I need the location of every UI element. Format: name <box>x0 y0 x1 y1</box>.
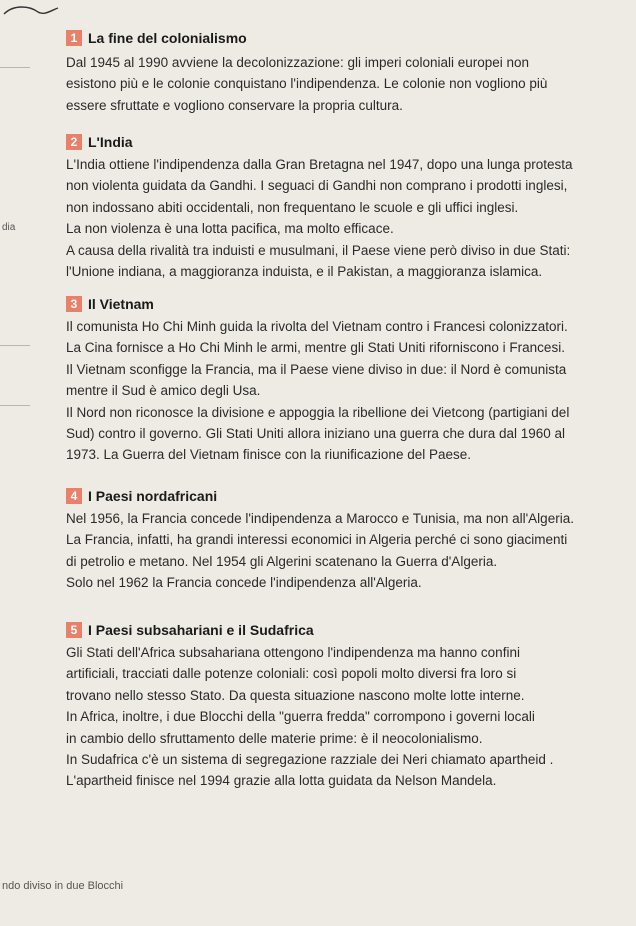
section-title: La fine del colonialismo <box>88 30 247 46</box>
text-line: L'India ottiene l'indipendenza dalla Gran Bretagna nel 1947, dopo una lunga protesta <box>66 157 573 172</box>
text-line: mentre il Sud è amico degli Usa. <box>66 383 261 399</box>
text-line: In Africa, inoltre, i due Blocchi della "guerra fredda" corrompono i governi locali <box>66 709 535 725</box>
section-header <box>66 622 630 638</box>
section-title: I Paesi nordafricani <box>88 488 218 504</box>
text-line: esistono più e le colonie conquistano l'indipendenza. Le colonie non vogliono più <box>66 76 548 92</box>
section-title: I Paesi subsahariani e il Sudafrica <box>88 622 314 638</box>
text-line: L'apartheid finisce nel 1994 grazie alla lotta guidata da Nelson Mandela. <box>66 773 497 789</box>
section-body <box>66 52 630 116</box>
section-header <box>66 488 630 504</box>
section-number-badge: 4 <box>66 488 82 504</box>
text-line: Gli Stati dell'Africa subsahariana ottengono l'indipendenza ma hanno confini <box>66 645 520 660</box>
section-header <box>66 30 630 46</box>
text-line: Sud) contro il governo. Gli Stati Uniti allora iniziano una guerra che dura dal 1960 al <box>66 426 566 442</box>
margin-rule <box>0 345 30 346</box>
section-number-badge: 3 <box>66 296 82 312</box>
text-line: Solo nel 1962 la Francia concede l'indipendenza all'Algeria. <box>66 575 422 591</box>
section-title: L'India <box>88 134 133 150</box>
text-line: In Sudafrica c'è un sistema di segregazione razziale dei Neri chiamato apartheid . <box>66 752 554 768</box>
section-4 <box>66 488 630 594</box>
section-body <box>66 316 630 466</box>
text-line: Il comunista Ho Chi Minh guida la rivolta del Vietnam contro i Francesi colonizzatori. <box>66 319 568 334</box>
section-2 <box>66 134 630 282</box>
text-line: Nel 1956, la Francia concede l'indipendenza a Marocco e Tunisia, ma non all'Algeria. <box>66 511 574 526</box>
section-title: Il Vietnam <box>88 296 154 312</box>
pen-scribble <box>0 0 80 20</box>
text-line: 1973. La Guerra del Vietnam finisce con la riunificazione del Paese. <box>66 447 471 463</box>
text-line: La Cina fornisce a Ho Chi Minh le armi, mentre gli Stati Uniti riforniscono i Francesi. <box>66 340 565 356</box>
section-number-badge: 2 <box>66 134 82 150</box>
margin-note-bottom: ndo diviso in due Blocchi <box>2 880 124 892</box>
section-body <box>66 508 630 594</box>
text-line: A causa della rivalità tra induisti e musulmani, il Paese viene però diviso in due Stati: <box>66 242 571 258</box>
section-body <box>66 642 630 792</box>
text-line: Il Vietnam sconfigge la Francia, ma il Paese viene diviso in due: il Nord è comunista <box>66 361 567 377</box>
text-line: non indossano abiti occidentali, non frequentano le scuole e gli uffici inglesi. <box>66 199 519 215</box>
section-3 <box>66 296 630 466</box>
section-5 <box>66 622 630 792</box>
text-line: Il Nord non riconosce la divisione e appoggia la ribellione dei Vietcong (partigiani del <box>66 404 570 420</box>
text-line: trovano nello stesso Stato. Da questa situazione nascono molte lotte interne. <box>66 687 525 703</box>
text-line: artificiali, tracciati dalle potenze coloniali: così popoli molto diversi fra loro si <box>66 666 517 682</box>
text-line: La non violenza è una lotta pacifica, ma molto efficace. <box>66 221 394 237</box>
section-number-badge: 1 <box>66 30 82 46</box>
section-header <box>66 296 630 312</box>
text-line: di petrolio e metano. Nel 1954 gli Algerini scatenano la Guerra d'Algeria. <box>66 553 498 569</box>
text-line: in cambio dello sfruttamento delle materie prime: è il neocolonialismo. <box>66 730 483 746</box>
text-line: non violenta guidata da Gandhi. I seguaci di Gandhi non comprano i prodotti inglesi, <box>66 178 568 194</box>
text-line: essere sfruttate e vogliono conservare la propria cultura. <box>66 97 403 113</box>
margin-note-dia: dia <box>2 222 16 233</box>
section-number-badge: 5 <box>66 622 82 638</box>
text-line: l'Unione indiana, a maggioranza induista, e il Pakistan, a maggioranza islamica. <box>66 264 543 280</box>
margin-rule <box>0 67 30 68</box>
margin-rule <box>0 405 30 406</box>
text-line: Dal 1945 al 1990 avviene la decolonizzazione: gli imperi coloniali europei non <box>66 55 530 70</box>
section-body <box>66 154 630 282</box>
text-line: La Francia, infatti, ha grandi interessi economici in Algeria perché ci sono giacimenti <box>66 532 568 548</box>
section-header <box>66 134 630 150</box>
section-1 <box>66 30 630 116</box>
